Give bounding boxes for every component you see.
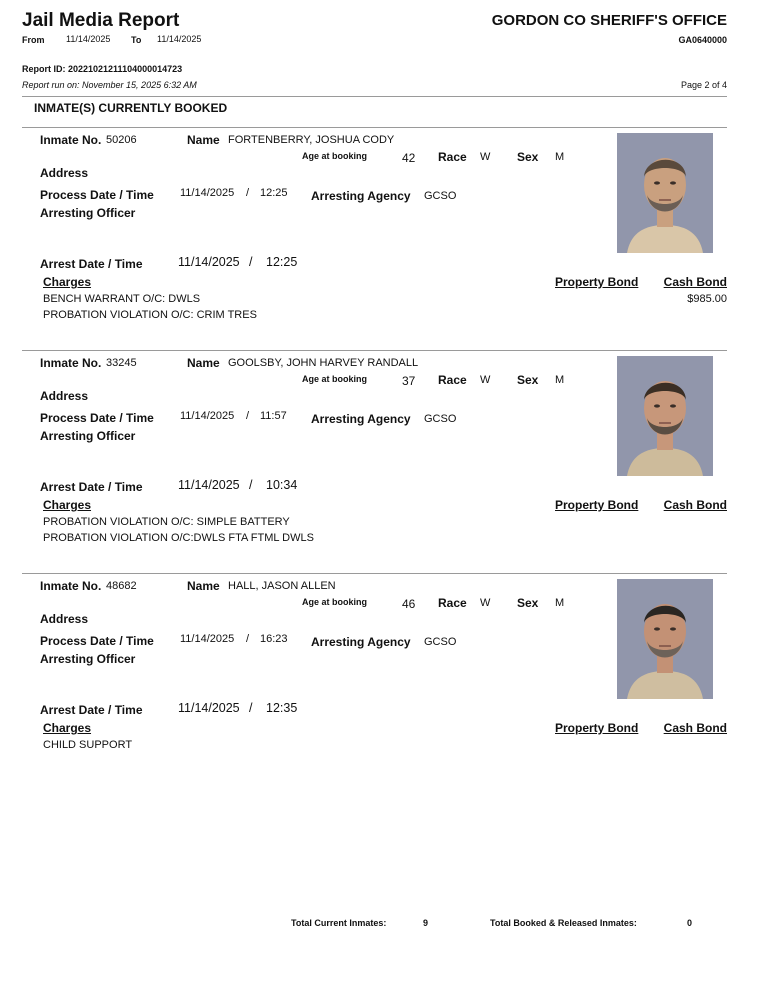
report-run-date: Report run on: November 15, 2025 6:32 AM <box>22 80 197 90</box>
arrest-slash: / <box>249 701 253 715</box>
sex-value: M <box>555 597 565 609</box>
cash-bond-value: $985.00 <box>687 293 727 305</box>
age-label: Age at booking <box>302 374 367 384</box>
arresting-officer-label: Arresting Officer <box>40 429 136 443</box>
cash-bond-header: Cash Bond <box>663 721 727 735</box>
to-date: 11/14/2025 <box>157 34 202 44</box>
property-bond-header: Property Bond <box>555 498 639 512</box>
process-label: Process Date / Time <box>40 411 154 425</box>
inmate-divider <box>22 573 727 574</box>
age-value: 46 <box>402 597 416 611</box>
inmate-name: FORTENBERRY, JOSHUA CODY <box>228 134 395 146</box>
sex-value: M <box>555 374 565 386</box>
arrest-label: Arrest Date / Time <box>40 480 143 494</box>
sex-label: Sex <box>517 373 539 387</box>
race-label: Race <box>438 373 467 387</box>
agency-name: GORDON CO SHERIFF'S OFFICE <box>491 12 727 29</box>
arrest-date: 11/14/2025 <box>178 478 240 492</box>
arresting-agency-label: Arresting Agency <box>311 635 411 649</box>
charge-line: PROBATION VIOLATION O/C: CRIM TRES <box>43 309 257 321</box>
charge-line: BENCH WARRANT O/C: DWLS <box>43 293 201 305</box>
age-label: Age at booking <box>302 151 367 161</box>
name-label: Name <box>187 356 220 370</box>
total-released-label: Total Booked & Released Inmates: <box>490 918 637 928</box>
arresting-agency-value: GCSO <box>424 636 457 648</box>
total-current-value: 9 <box>423 918 429 928</box>
charges-header: Charges <box>43 721 92 735</box>
race-label: Race <box>438 150 467 164</box>
arrest-time: 12:25 <box>266 255 298 269</box>
process-label: Process Date / Time <box>40 188 154 202</box>
arresting-officer-label: Arresting Officer <box>40 206 136 220</box>
sex-label: Sex <box>517 150 539 164</box>
arrest-time: 10:34 <box>266 478 298 492</box>
section-title: INMATE(S) CURRENTLY BOOKED <box>34 101 228 115</box>
charge-line: CHILD SUPPORT <box>43 739 133 751</box>
charges-header: Charges <box>43 498 92 512</box>
name-label: Name <box>187 133 220 147</box>
inmate-no-value: 48682 <box>106 580 137 592</box>
address-label: Address <box>40 166 89 180</box>
process-time: 11:57 <box>260 410 287 422</box>
inmate-divider <box>22 350 727 351</box>
charges-header: Charges <box>43 275 92 289</box>
age-value: 37 <box>402 374 416 388</box>
race-value: W <box>480 374 491 386</box>
arresting-officer-label: Arresting Officer <box>40 652 136 666</box>
arrest-label: Arrest Date / Time <box>40 703 143 717</box>
cash-bond-header: Cash Bond <box>663 498 727 512</box>
sex-label: Sex <box>517 596 539 610</box>
process-date: 11/14/2025 <box>180 410 235 422</box>
age-label: Age at booking <box>302 597 367 607</box>
arresting-agency-value: GCSO <box>424 190 457 202</box>
property-bond-header: Property Bond <box>555 721 639 735</box>
process-date: 11/14/2025 <box>180 187 235 199</box>
section-divider <box>22 127 727 128</box>
inmate-name: HALL, JASON ALLEN <box>228 580 336 592</box>
process-label: Process Date / Time <box>40 634 154 648</box>
agency-id: GA0640000 <box>678 35 727 45</box>
inmate-record <box>0 133 773 353</box>
report-id: Report ID: 20221021211104000014723 <box>22 64 183 74</box>
mugshot-photo <box>617 133 713 253</box>
mugshot-photo <box>617 356 713 476</box>
arresting-agency-value: GCSO <box>424 413 457 425</box>
process-slash: / <box>246 187 250 199</box>
inmate-name: GOOLSBY, JOHN HARVEY RANDALL <box>228 357 419 369</box>
age-value: 42 <box>402 151 416 165</box>
inmate-no-value: 33245 <box>106 357 137 369</box>
charge-line: PROBATION VIOLATION O/C:DWLS FTA FTML DWLS <box>43 532 314 544</box>
inmate-record <box>0 356 773 576</box>
process-time: 12:25 <box>260 187 288 199</box>
process-time: 16:23 <box>260 633 288 645</box>
race-value: W <box>480 597 491 609</box>
arresting-agency-label: Arresting Agency <box>311 189 411 203</box>
arrest-date: 11/14/2025 <box>178 701 240 715</box>
arresting-agency-label: Arresting Agency <box>311 412 411 426</box>
page-number: Page 2 of 4 <box>680 80 727 90</box>
arrest-date: 11/14/2025 <box>178 255 240 269</box>
from-label: From <box>22 35 45 45</box>
arrest-slash: / <box>249 255 253 269</box>
inmate-no-label: Inmate No. <box>40 133 102 147</box>
address-label: Address <box>40 612 89 626</box>
process-slash: / <box>246 633 250 645</box>
to-label: To <box>131 35 142 45</box>
mugshot-photo <box>617 579 713 699</box>
inmate-no-label: Inmate No. <box>40 579 102 593</box>
process-date: 11/14/2025 <box>180 633 235 645</box>
inmate-no-label: Inmate No. <box>40 356 102 370</box>
race-value: W <box>480 151 491 163</box>
race-label: Race <box>438 596 467 610</box>
property-bond-header: Property Bond <box>555 275 639 289</box>
from-date: 11/14/2025 <box>66 34 111 44</box>
arrest-time: 12:35 <box>266 701 298 715</box>
sex-value: M <box>555 151 565 163</box>
header-divider <box>22 96 727 97</box>
inmate-record <box>0 579 773 799</box>
total-released-value: 0 <box>687 918 693 928</box>
address-label: Address <box>40 389 89 403</box>
report-title: Jail Media Report <box>22 10 180 31</box>
charge-line: PROBATION VIOLATION O/C: SIMPLE BATTERY <box>43 516 290 528</box>
name-label: Name <box>187 579 220 593</box>
inmate-no-value: 50206 <box>106 134 137 146</box>
arrest-slash: / <box>249 478 253 492</box>
arrest-label: Arrest Date / Time <box>40 257 143 271</box>
total-current-label: Total Current Inmates: <box>291 918 387 928</box>
cash-bond-header: Cash Bond <box>663 275 727 289</box>
process-slash: / <box>246 410 250 422</box>
